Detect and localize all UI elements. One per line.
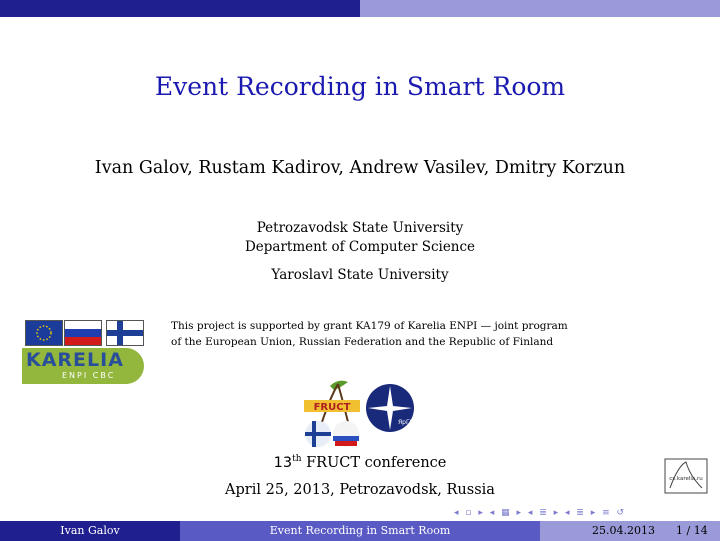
footer-title: Event Recording in Smart Room xyxy=(180,521,540,541)
institution-1: Petrozavodsk State University xyxy=(256,220,464,236)
petrsu-cs-logo xyxy=(664,458,708,494)
svg-text:FRUCT: FRUCT xyxy=(313,402,351,413)
top-bar xyxy=(0,0,720,17)
eu-flag-icon xyxy=(25,320,63,346)
karelia-enpi-logo: KARELIA ENPI CBC xyxy=(22,348,144,384)
finland-flag-icon xyxy=(106,320,144,346)
footer xyxy=(0,521,720,541)
footer-page: 1 / 14 xyxy=(676,524,708,537)
svg-text:cs.karelia.ru: cs.karelia.ru xyxy=(669,476,703,482)
institution-2: Department of Computer Science xyxy=(244,239,476,255)
russia-flag-icon xyxy=(64,320,102,346)
authors: Ivan Galov, Rustam Kadirov, Andrew Vasilev, Dmitry Korzun xyxy=(94,158,626,178)
beamer-navigation[interactable]: ◂ ▫ ▸ ◂ ▦ ▸ ◂ ≣ ▸ ◂ ≣ ▸ ≡ ↺ xyxy=(454,508,627,518)
conference-line: 13th FRUCT conference xyxy=(273,454,447,471)
fruct-logo xyxy=(300,378,420,448)
institution-3: Yaroslavl State University xyxy=(271,267,449,283)
slide-title: Event Recording in Smart Room xyxy=(154,72,566,101)
date-place: April 25, 2013, Petrozavodsk, Russia xyxy=(225,482,495,498)
svg-text:ЯрГУ: ЯрГУ xyxy=(398,419,414,426)
footer-date: 25.04.2013 xyxy=(592,524,655,537)
footer-author: Ivan Galov xyxy=(0,521,180,541)
support-text: This project is supported by grant KA179 of Karelia ENPI — joint program of the European Union, Russian Federation and the Republic of Finland xyxy=(171,320,568,348)
